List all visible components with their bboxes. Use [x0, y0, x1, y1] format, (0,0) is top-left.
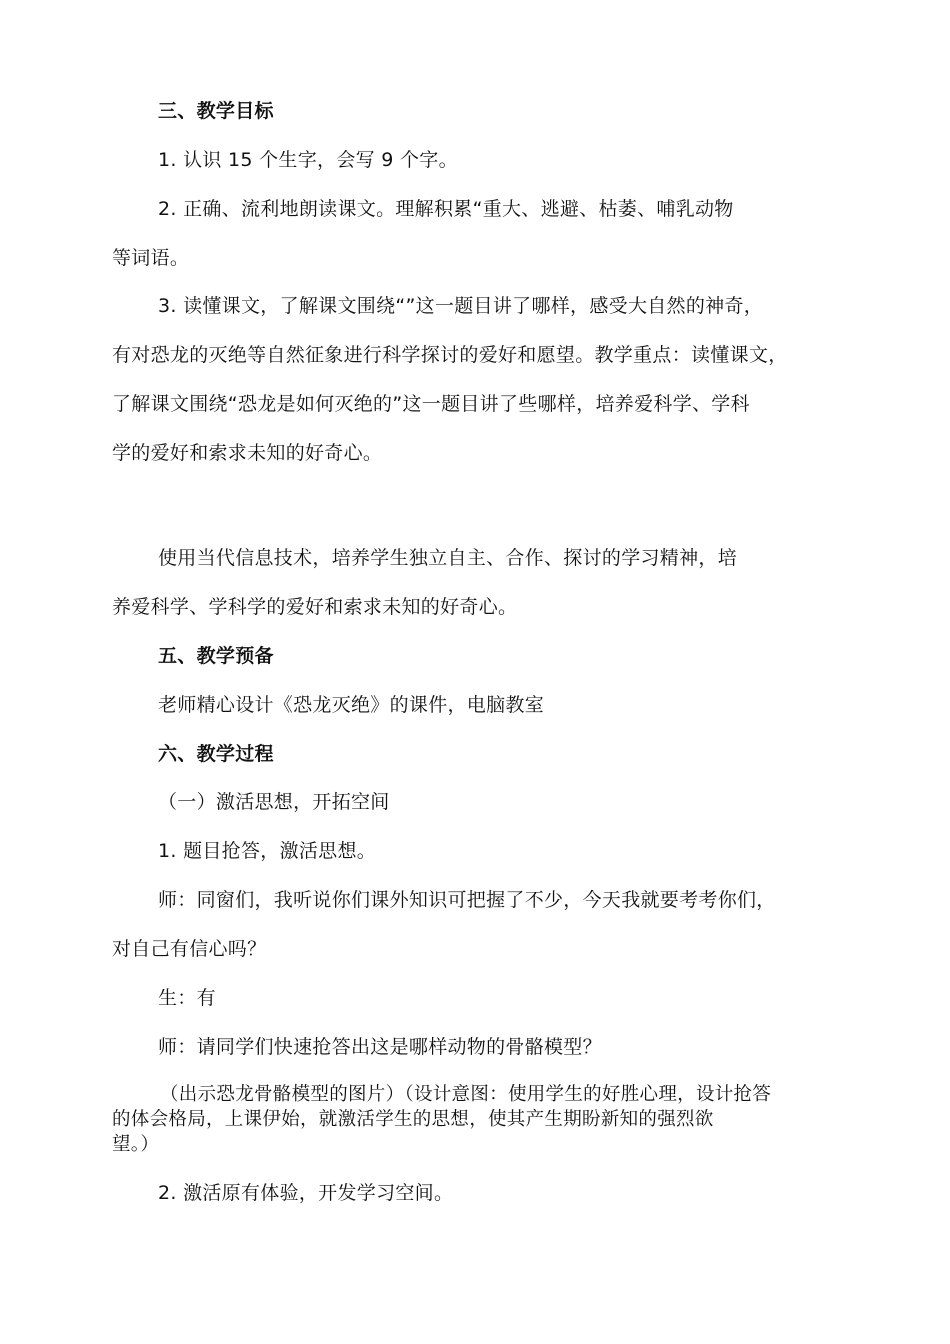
heading-teaching-process: 六、教学过程 — [158, 743, 274, 765]
preparation-text: 老师精心设计《恐龙灭绝》的课件，电脑教室 — [158, 694, 545, 716]
design-note-line-1: （出示恐龙骨骼模型的图片）（设计意图：使用学生的好胜心理，设计抢答 — [160, 1084, 772, 1105]
step-2-title: 2. 激活原有体验，开发学习空间。 — [158, 1182, 454, 1204]
teacher-line-2: 师：请同学们快速抢答出这是哪样动物的骨骼模型？ — [158, 1036, 602, 1058]
student-reply: 生：有 — [158, 987, 216, 1009]
goal-2-line-2: 等词语。 — [112, 247, 190, 269]
section-1-title: （一）激活思想，开拓空间 — [158, 791, 390, 813]
paragraph-technology-line-2: 养爱科学、学科学的爱好和索求未知的好奇心。 — [112, 596, 518, 618]
step-1-title: 1. 题目抢答，激活思想。 — [158, 840, 377, 862]
design-note-line-2: 的体会格局，上课伊始，就激活学生的思想，使其产生期盼新知的强烈欲 — [112, 1109, 714, 1130]
heading-teaching-goals: 三、教学目标 — [158, 100, 274, 122]
teacher-line-1a: 师：同窗们，我听说你们课外知识可把握了不少，今天我就要考考你们， — [158, 889, 776, 911]
goal-3-line-2: 有对恐龙的灭绝等自然征象进行科学探讨的爱好和愿望。教学重点：读懂课文， — [112, 344, 788, 366]
paragraph-technology-line-1: 使用当代信息技术，培养学生独立自主、合作、探讨的学习精神，培 — [158, 547, 738, 569]
design-note-line-3: 望。） — [112, 1134, 160, 1155]
teacher-line-1b: 对自己有信心吗？ — [112, 938, 267, 960]
goal-3-line-4: 学的爱好和索求未知的好奇心。 — [112, 442, 383, 464]
goal-3-line-3: 了解课文围绕“恐龙是如何灭绝的”这一题目讲了些哪样，培养爱科学、学科 — [112, 393, 750, 415]
heading-teaching-preparation: 五、教学预备 — [158, 645, 274, 667]
goal-1: 1. 认识 15 个生字，会写 9 个字。 — [158, 149, 458, 171]
goal-3-line-1: 3. 读懂课文，了解课文围绕“”这一题目讲了哪样，感受大自然的神奇， — [158, 295, 764, 317]
goal-2-line-1: 2. 正确、流利地朗读课文。理解积累“重大、逃避、枯萎、哺乳动物 — [158, 198, 734, 220]
